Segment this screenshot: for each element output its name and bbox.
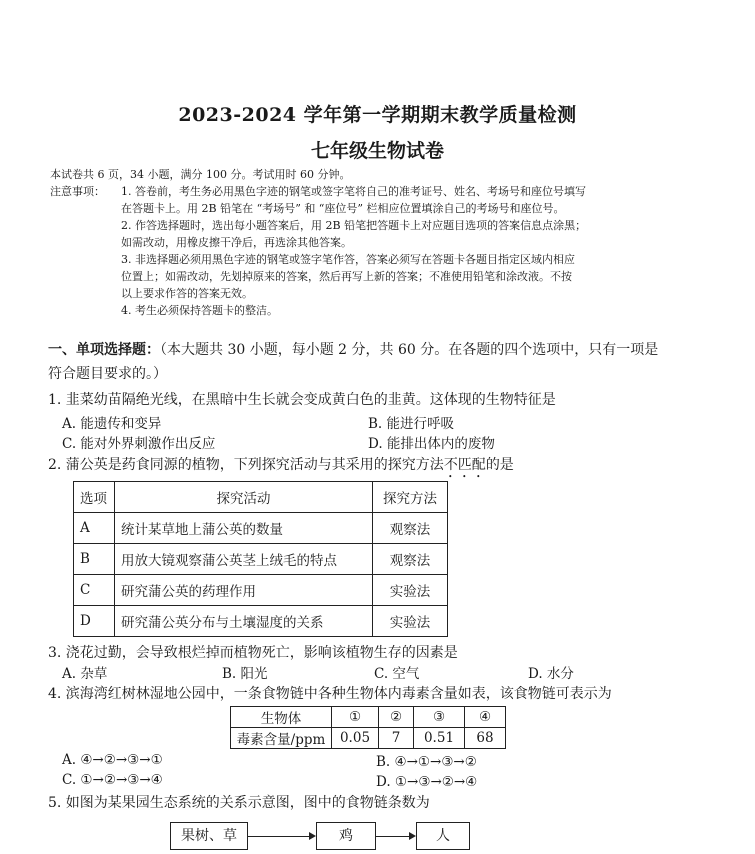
arrow-right-icon bbox=[248, 836, 314, 837]
table-row bbox=[231, 707, 506, 728]
q4-cell: 毒素含量/ppm bbox=[231, 728, 332, 749]
note-1-line-2: 在答题卡上。用 2B 铅笔在 “考场号” 和 “座位号” 栏相应位置填涂自己的考场号和座位号。 bbox=[121, 202, 565, 215]
section-1-heading: 一、单项选择题： bbox=[48, 342, 160, 358]
q4-option-d: D. ①→③→②→④ bbox=[376, 774, 478, 790]
q2-stem-post: 的是 bbox=[485, 457, 514, 473]
q5-stem: 5. 如图为某果园生态系统的关系示意图，图中的食物链条数为 bbox=[48, 795, 430, 811]
exam-title: 2023-2024 学年第一学期期末教学质量检测 bbox=[178, 104, 577, 126]
q2-cell-option: B bbox=[74, 544, 115, 575]
q2-cell-method: 实验法 bbox=[373, 575, 448, 606]
q4-cell: ③ bbox=[414, 707, 465, 728]
q5-box-fruit-tree-grass: 果树、草 bbox=[170, 822, 248, 850]
q4-stem: 4. 滨海湾红树林湿地公园中，一条食物链中各种生物体内毒素含量如表，该食物链可表示为 bbox=[48, 686, 612, 702]
q5-box-chicken: 鸡 bbox=[316, 822, 376, 850]
q1-option-d: D. 能排出体内的废物 bbox=[368, 436, 495, 452]
arrow-right-icon bbox=[376, 836, 414, 837]
q2-cell-activity: 研究蒲公英的药理作用 bbox=[115, 575, 373, 606]
table-row bbox=[74, 513, 448, 544]
q3-stem: 3. 浇花过勤，会导致根烂掉而植物死亡，影响该植物生存的因素是 bbox=[48, 645, 458, 661]
q1-option-a: A. 能遗传和变异 bbox=[62, 416, 162, 432]
q4-cell: 7 bbox=[379, 728, 414, 749]
q2-header-activity: 探究活动 bbox=[115, 482, 373, 513]
q4-cell: ② bbox=[379, 707, 414, 728]
q2-cell-method: 观察法 bbox=[373, 513, 448, 544]
q2-header-option: 选项 bbox=[74, 482, 115, 513]
q4-cell: 0.05 bbox=[332, 728, 379, 749]
notes-label: 注意事项： bbox=[50, 185, 105, 198]
q2-cell-option: C bbox=[74, 575, 115, 606]
q2-table bbox=[73, 481, 448, 637]
table-row bbox=[74, 575, 448, 606]
q4-cell: ④ bbox=[465, 707, 506, 728]
q2-stem bbox=[48, 455, 514, 481]
exam-subtitle: 七年级生物试卷 bbox=[310, 140, 444, 162]
q3-option-c: C. 空气 bbox=[374, 666, 420, 682]
note-2-line-1: 2. 作答选择题时，选出每小题答案后，用 2B 铅笔把答题卡上对应题目选项的答案信息点涂黑； bbox=[121, 219, 587, 232]
q2-header-method: 探究方法 bbox=[373, 482, 448, 513]
section-1-heading-line bbox=[48, 340, 658, 360]
q1-option-c: C. 能对外界刺激作出反应 bbox=[62, 436, 216, 452]
q3-option-b: B. 阳光 bbox=[222, 666, 268, 682]
q2-cell-activity: 统计某草地上蒲公英的数量 bbox=[115, 513, 373, 544]
note-3-line-2: 位置上；如需改动，先划掉原来的答案，然后再写上新的答案；不准使用铅笔和涂改液。不按 bbox=[121, 270, 572, 283]
q2-stem-emphasis: 不匹配 bbox=[443, 457, 486, 473]
q4-cell: ① bbox=[332, 707, 379, 728]
q4-table bbox=[230, 706, 506, 749]
section-1-desc: （本大题共 30 小题，每小题 2 分，共 60 分。在各题的四个选项中，只有一项是 bbox=[160, 342, 659, 358]
q4-cell: 68 bbox=[465, 728, 506, 749]
q2-cell-option: A bbox=[74, 513, 115, 544]
q2-table-header bbox=[74, 482, 448, 513]
note-2-line-2: 如需改动，用橡皮擦干净后，再选涂其他答案。 bbox=[121, 236, 352, 249]
section-1-desc-cont: 符合题目要求的。） bbox=[48, 366, 167, 382]
table-row bbox=[231, 728, 506, 749]
q3-option-a: A. 杂草 bbox=[62, 666, 108, 682]
note-3-line-3: 以上要求作答的答案无效。 bbox=[121, 287, 253, 300]
q4-cell: 0.51 bbox=[414, 728, 465, 749]
q4-option-a: A. ④→②→③→① bbox=[62, 752, 163, 768]
note-4: 4. 考生必须保持答题卡的整洁。 bbox=[121, 304, 278, 317]
table-row bbox=[74, 544, 448, 575]
exam-intro: 本试卷共 6 页，34 小题，满分 100 分。考试用时 60 分钟。 bbox=[50, 168, 351, 181]
q2-cell-method: 观察法 bbox=[373, 544, 448, 575]
q4-cell: 生物体 bbox=[231, 707, 332, 728]
note-1-line-1: 1. 答卷前，考生务必用黑色字迹的钢笔或签字笔将自己的准考证号、姓名、考场号和座位号填写 bbox=[121, 185, 586, 198]
q1-stem: 1. 韭菜幼苗隔绝光线，在黑暗中生长就会变成黄白色的韭黄。这体现的生物特征是 bbox=[48, 392, 556, 408]
q2-cell-option: D bbox=[74, 606, 115, 637]
q4-option-c: C. ①→②→③→④ bbox=[62, 772, 163, 788]
q2-cell-activity: 研究蒲公英分布与土壤湿度的关系 bbox=[115, 606, 373, 637]
q5-box-human: 人 bbox=[416, 822, 470, 850]
q2-cell-method: 实验法 bbox=[373, 606, 448, 637]
table-row bbox=[74, 606, 448, 637]
q4-option-b: B. ④→①→③→② bbox=[376, 754, 477, 770]
q1-option-b: B. 能进行呼吸 bbox=[368, 416, 455, 432]
q2-stem-pre: 2. 蒲公英是药食同源的植物，下列探究活动与其采用的探究方法 bbox=[48, 457, 444, 473]
q2-cell-activity: 用放大镜观察蒲公英茎上绒毛的特点 bbox=[115, 544, 373, 575]
q3-option-d: D. 水分 bbox=[528, 666, 574, 682]
note-3-line-1: 3. 非选择题必须用黑色字迹的钢笔或签字笔作答，答案必须写在答题卡各题目指定区域内相应 bbox=[121, 253, 575, 266]
